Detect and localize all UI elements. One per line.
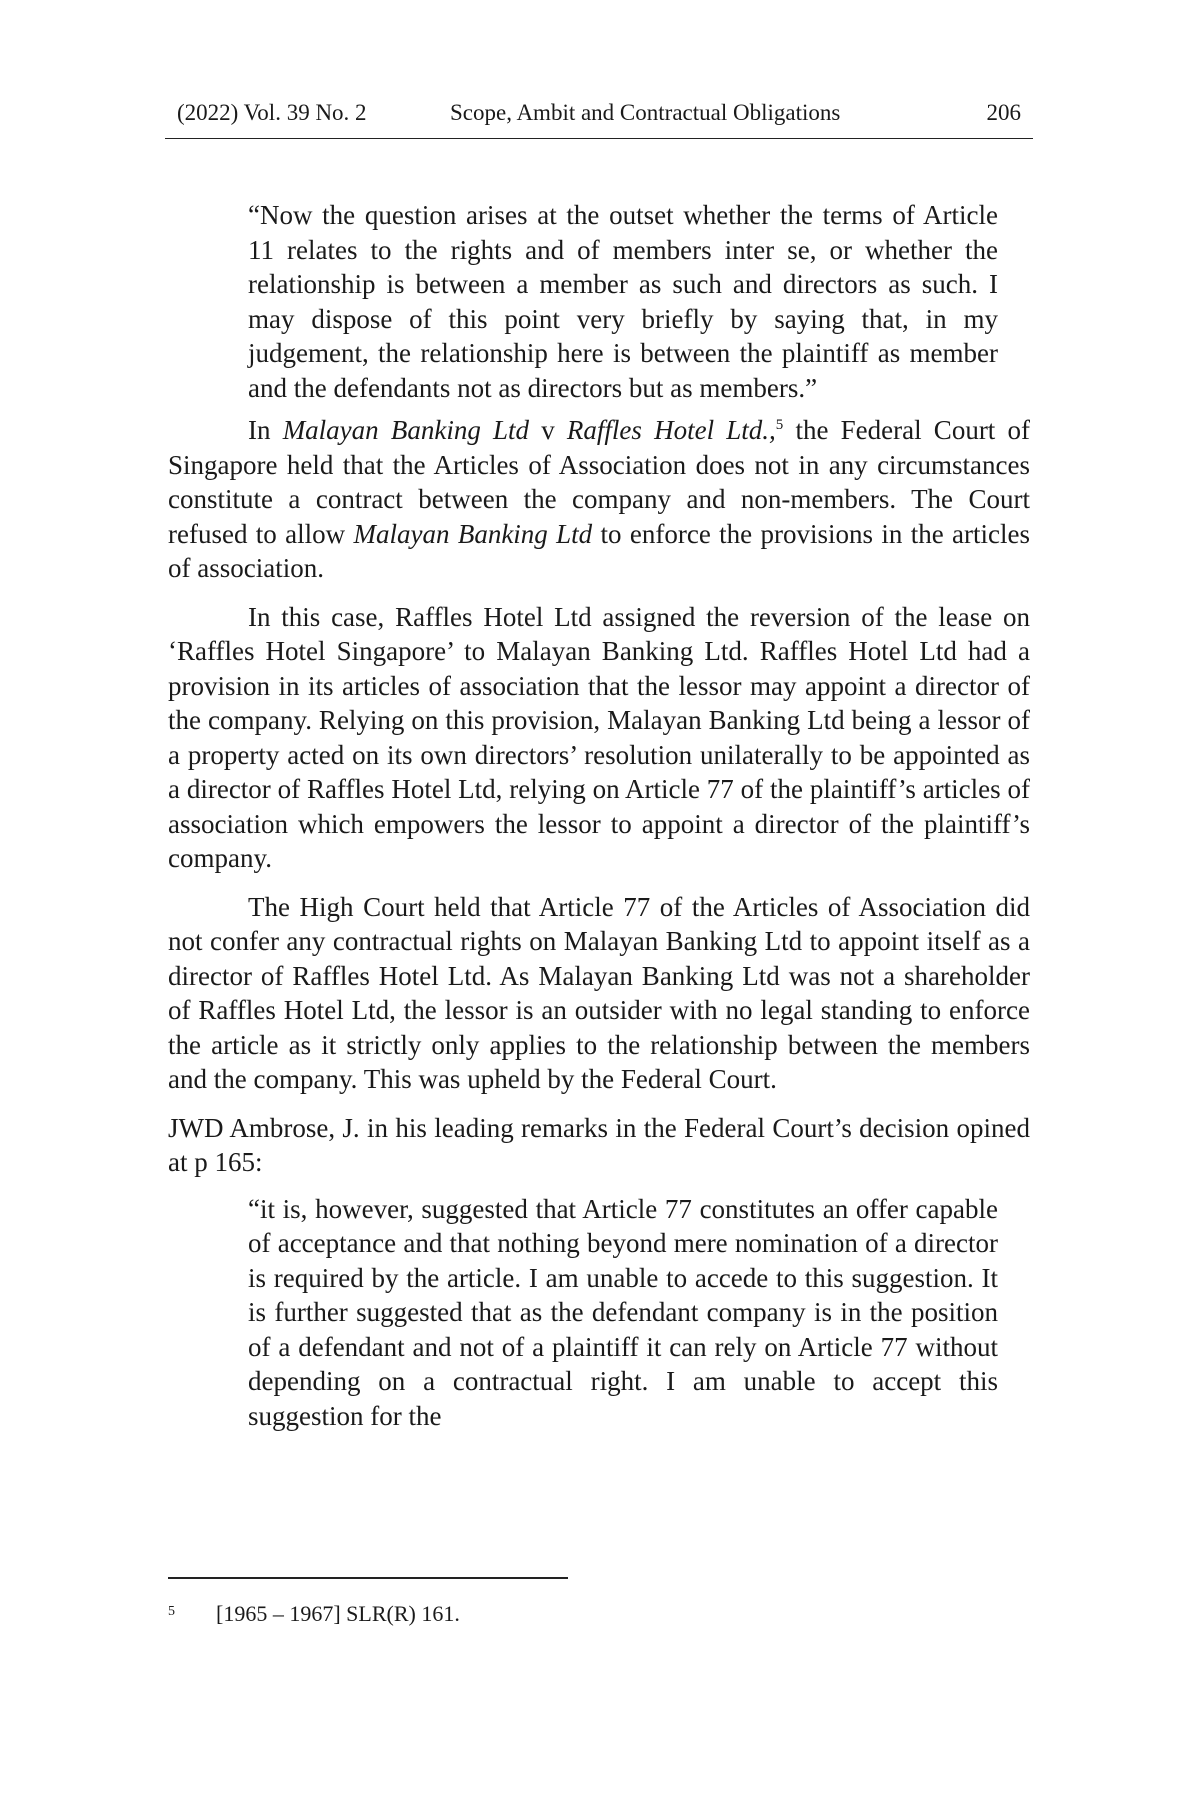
paragraph-case-facts: In this case, Raffles Hotel Ltd assigned the reversion of the lease on ‘Raffles Hotel Singapore’ to Malayan Banking Ltd. Raffles Hotel Ltd had a provision in its articles of association that the lessor may appoint a director of the company. Relying on this provision, Malayan Banking Ltd being a lessor of a property acted on its own directors’ resolution unilaterally to be appointed as a director of Raffles Hotel Ltd, relying on Article 77 of the plaintiff’s articles of association which empowers the lessor to appoint a director of the plaintiff’s company. (168, 601, 1030, 873)
quote-text: “it is, however, suggested that Article 77 constitutes an offer capable of acceptance and that nothing beyond mere nomination of a director is required by the article. I am unable to accede to this suggestion. It is further suggested that as the defendant company is in the position of a defendant and not of a plaintiff it can rely on Article 77 without depending on a contractual right. I am unable to accept this suggestion for the (248, 1193, 998, 1431)
case-name-italic: Malayan Banking Ltd (353, 518, 593, 549)
block-quote-2 (248, 1192, 998, 1434)
running-header (165, 98, 1033, 139)
footnote-number: 5 (168, 1604, 175, 1619)
journal-citation: (2022) Vol. 39 No. 2 (177, 100, 367, 125)
paragraph-malayan-banking (168, 413, 1030, 586)
paragraph-high-court: The High Court held that Article 77 of the Articles of Association did not confer any contractual rights on Malayan Banking Ltd to appoint itself as a director of Raffles Hotel Ltd. As Malayan Banking Ltd was not a shareholder of Raffles Hotel Ltd, the lessor is an outsider with no legal standing to enforce the article as it strictly only applies to the relationship between the members and the company. This was upheld by the Federal Court. (168, 891, 1030, 1094)
text-span: v (529, 415, 567, 445)
quote-text: “Now the question arises at the outset whether the terms of Article 11 relates to the rights and of members inter se, or whether the relationship is between a member as such and directors as such. I may dispose of this point very briefly by saying that, in my judgement, the relationship here is between the plaintiff as member and the defendants not as directors but as members.” (248, 200, 998, 403)
text-span: the Federal Court of Singapore held that the Articles of Association does not in any circumstances constitute a contract between the company and non-members. The Court refused to allow (168, 415, 1030, 549)
article-title: Scope, Ambit and Contractual Obligations (450, 100, 841, 125)
footnote-text: [1965 – 1967] SLR(R) 161. (216, 1601, 460, 1626)
page-body (168, 198, 1030, 1433)
case-name-italic: Raffles Hotel Ltd., (566, 415, 776, 445)
text-span: to enforce the provisions in the articles of association. (168, 518, 1030, 583)
paragraph-ambrose: JWD Ambrose, J. in his leading remarks in the Federal Court’s decision opined at p 165: (168, 1112, 1030, 1177)
footnote-reference[interactable]: 5 (775, 417, 784, 433)
block-quote-1 (248, 198, 998, 405)
text-span: In (248, 415, 283, 445)
page-number: 206 (986, 100, 1021, 125)
footnote-separator (168, 1577, 568, 1579)
case-name-italic: Malayan Banking Ltd (282, 415, 530, 445)
